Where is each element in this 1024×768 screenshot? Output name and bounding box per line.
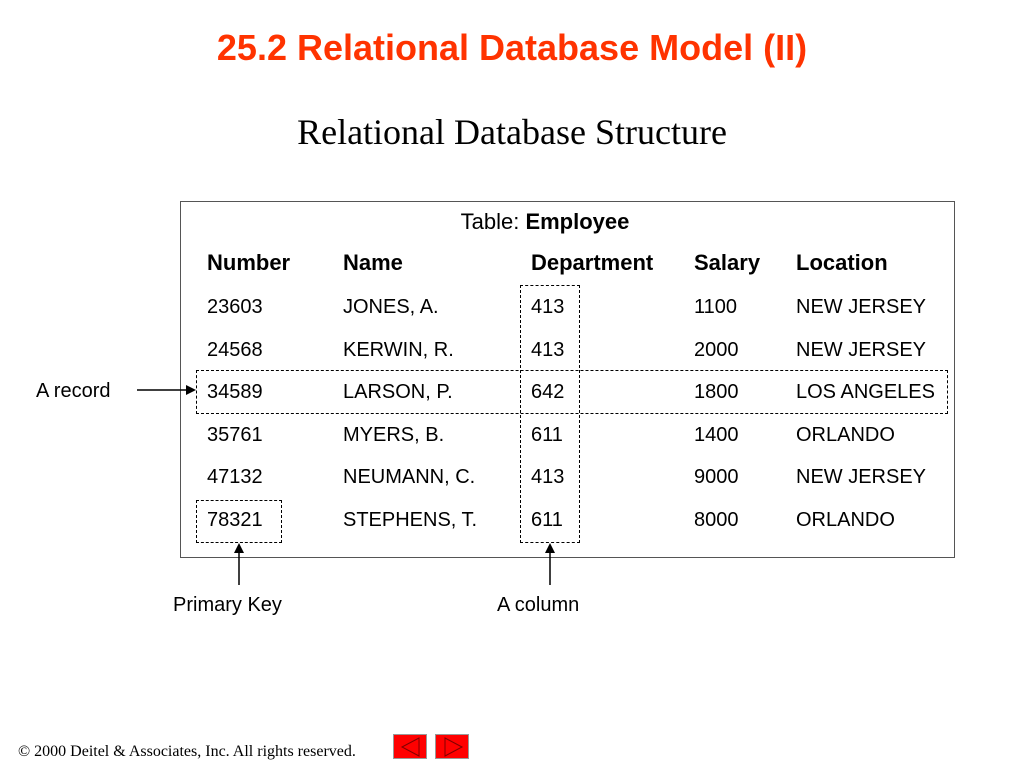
cell-department: 642	[531, 381, 565, 403]
triangle-right-icon	[436, 735, 470, 760]
cell-department: 413	[531, 466, 565, 488]
cell-number: 78321	[207, 509, 263, 531]
cell-location: NEW JERSEY	[796, 339, 927, 361]
cell-department: 413	[531, 339, 565, 361]
column-header-location: Location	[796, 250, 888, 275]
column-header-department: Department	[531, 250, 654, 275]
cell-number: 24568	[207, 339, 263, 361]
cell-salary: 9000	[694, 466, 739, 488]
cell-salary: 8000	[694, 509, 739, 531]
column-header-salary: Salary	[694, 250, 761, 275]
column-header-name: Name	[343, 250, 403, 275]
slide-title: 25.2 Relational Database Model (II)	[216, 27, 808, 68]
cell-number: 35761	[207, 424, 263, 446]
column-header-number: Number	[207, 250, 291, 275]
cell-name: STEPHENS, T.	[343, 509, 478, 531]
cell-number: 47132	[207, 466, 263, 488]
column-arrow-head	[545, 543, 555, 553]
previous-slide-button[interactable]	[393, 734, 427, 759]
cell-name: NEUMANN, C.	[343, 466, 476, 488]
cell-location: LOS ANGELES	[796, 381, 935, 403]
cell-salary: 1400	[694, 424, 739, 446]
record-arrow-head	[186, 385, 196, 395]
next-slide-button[interactable]	[435, 734, 469, 759]
cell-number: 23603	[207, 296, 263, 318]
cell-location: ORLANDO	[796, 509, 895, 531]
cell-name: JONES, A.	[343, 296, 439, 318]
table-caption-name: Employee	[525, 209, 630, 234]
cell-name: KERWIN, R.	[343, 339, 454, 361]
cell-name: LARSON, P.	[343, 381, 453, 403]
record-label: A record	[36, 380, 111, 402]
cell-salary: 2000	[694, 339, 739, 361]
column-label: A column	[497, 594, 580, 616]
cell-location: ORLANDO	[796, 424, 895, 446]
cell-location: NEW JERSEY	[796, 466, 927, 488]
triangle-left-icon	[394, 735, 428, 760]
cell-salary: 1800	[694, 381, 739, 403]
slide-subtitle: Relational Database Structure	[297, 112, 727, 152]
cell-department: 611	[531, 424, 563, 446]
cell-number: 34589	[207, 381, 263, 403]
cell-department: 611	[531, 509, 563, 531]
table-caption-prefix: Table:	[460, 209, 526, 234]
cell-name: MYERS, B.	[343, 424, 445, 446]
primary-key-label: Primary Key	[173, 594, 282, 616]
cell-salary: 1100	[694, 296, 738, 318]
cell-location: NEW JERSEY	[796, 296, 927, 318]
copyright-notice: © 2000 Deitel & Associates, Inc. All rights reserved.	[18, 743, 356, 760]
primary-key-arrow-head	[234, 543, 244, 553]
cell-department: 413	[531, 296, 565, 318]
